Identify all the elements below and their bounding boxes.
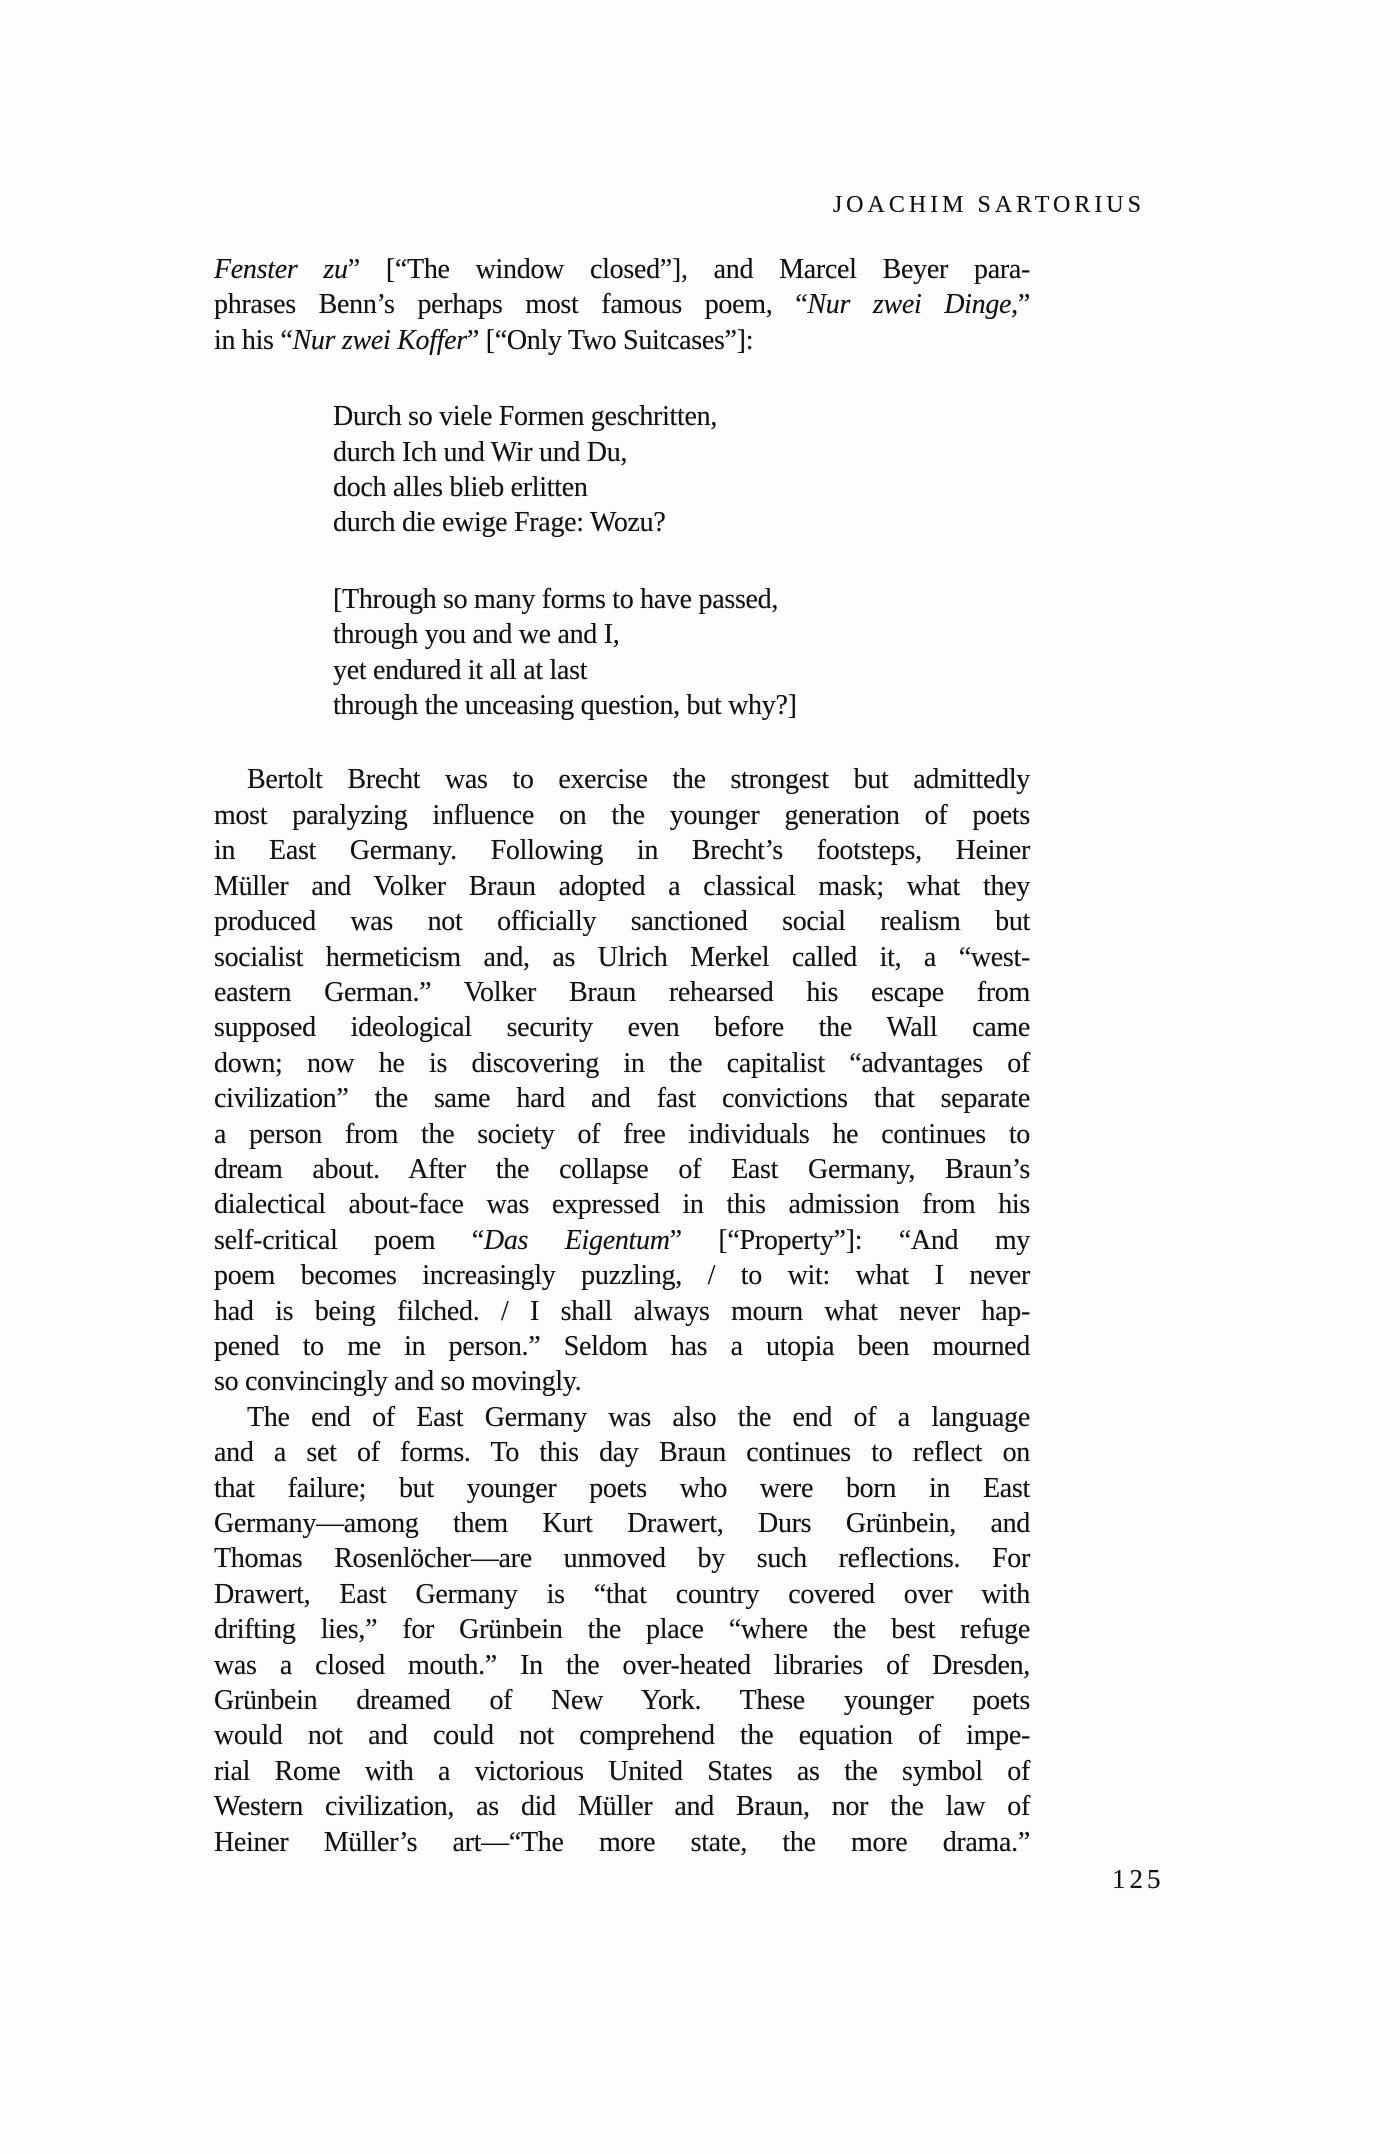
- text-run: socialist hermeticism and, as Ulrich Merkel called it, a “west-: [214, 941, 1030, 973]
- text-line: [214, 1506, 1030, 1541]
- text-run: ” [“Property”]: “And my: [669, 1224, 1030, 1256]
- page-number: 125: [1112, 1864, 1165, 1894]
- text-line: [214, 1187, 1030, 1222]
- text-run: so convincingly and so movingly.: [214, 1366, 582, 1398]
- text-line: [333, 617, 1030, 652]
- text-run: civilization” the same hard and fast convictions that separate: [214, 1083, 1030, 1115]
- text-run: Bertolt Brecht was to exercise the strongest but admittedly: [247, 764, 1030, 796]
- text-run: would not and could not comprehend the equation of impe-: [214, 1720, 1030, 1752]
- text-run: most paralyzing influence on the younger generation of poets: [214, 799, 1030, 831]
- text-run: durch Ich und Wir und Du,: [333, 436, 628, 468]
- text-run: through the unceasing question, but why?]: [333, 690, 797, 722]
- text-line: [214, 1435, 1030, 1470]
- text-run: ” [“Only Two Suitcases”]:: [466, 324, 754, 356]
- text-run: Germany—among them Kurt Drawert, Durs Grünbein, and: [214, 1508, 1030, 1539]
- text-line: [214, 1683, 1030, 1718]
- italic-text-run: Das Eigentum: [483, 1224, 670, 1256]
- text-run: yet endured it all at last: [333, 654, 588, 686]
- text-line: [214, 1223, 1030, 1258]
- text-line: [214, 940, 1030, 975]
- text-line: [333, 505, 1030, 540]
- text-run: Müller and Volker Braun adopted a classical mask; what they: [214, 870, 1030, 902]
- text-line: [214, 1612, 1030, 1647]
- text-line: [214, 904, 1030, 939]
- text-line: [214, 869, 1030, 904]
- text-run: a person from the society of free individuals he continues to: [214, 1118, 1030, 1150]
- text-run: phrases Benn’s perhaps most famous poem, “: [214, 289, 808, 321]
- text-run: poem becomes increasingly puzzling, / to wit: what I never: [214, 1260, 1030, 1292]
- text-line: [214, 762, 1030, 797]
- text-line: [214, 1117, 1030, 1152]
- text-line: [214, 1081, 1030, 1116]
- text-line: [214, 252, 1030, 287]
- text-run: produced was not officially sanctioned social realism but: [214, 906, 1030, 938]
- text-run: in his “: [214, 324, 293, 356]
- text-line: [214, 323, 1030, 358]
- text-run: [Through so many forms to have passed,: [333, 583, 779, 615]
- text-run: in East Germany. Following in Brecht’s footsteps, Heiner: [214, 835, 1030, 867]
- text-run: was a closed mouth.” In the over-heated libraries of Dresden,: [214, 1649, 1030, 1681]
- text-run: down; now he is discovering in the capitalist “advantages of: [214, 1047, 1030, 1079]
- text-line: [214, 1825, 1030, 1860]
- text-line: [214, 1789, 1030, 1824]
- text-run: rial Rome with a victorious United States as the symbol of: [214, 1755, 1030, 1787]
- text-line: [333, 399, 1030, 434]
- text-line: [333, 470, 1030, 505]
- text-line: [214, 1754, 1030, 1789]
- text-line: [214, 1648, 1030, 1683]
- text-run: durch die ewige Frage: Wozu?: [333, 507, 666, 539]
- text-run: drifting lies,” for Grünbein the place “where the best refuge: [214, 1614, 1030, 1646]
- prose-paragraph: [214, 252, 1030, 358]
- text-run: ” [“The window closed”], and Marcel Beyer para-: [347, 254, 1030, 285]
- text-run: eastern German.” Volker Braun rehearsed his escape from: [214, 976, 1030, 1008]
- text-line: [214, 1577, 1030, 1612]
- verse-block: [333, 582, 1030, 724]
- text-run: self-critical poem “: [214, 1224, 484, 1256]
- text-run: had is being filched. / I shall always mourn what never hap-: [214, 1295, 1030, 1327]
- text-run: ”: [1017, 289, 1031, 321]
- text-line: [214, 1294, 1030, 1329]
- text-run: pened to me in person.” Seldom has a utopia been mourned: [214, 1330, 1030, 1362]
- text-run: The end of East Germany was also the end of a language: [247, 1401, 1030, 1433]
- text-run: through you and we and I,: [333, 619, 620, 651]
- text-line: [214, 1258, 1030, 1293]
- text-line: [214, 1471, 1030, 1506]
- text-run: Durch so viele Formen geschritten,: [333, 401, 718, 433]
- text-line: [214, 1010, 1030, 1045]
- prose-paragraph: [214, 762, 1030, 1399]
- text-line: [214, 798, 1030, 833]
- text-line: [214, 833, 1030, 868]
- text-run: that failure; but younger poets who were born in East: [214, 1472, 1030, 1504]
- italic-text-run: Nur zwei Dinge,: [807, 289, 1018, 321]
- text-line: [214, 1152, 1030, 1187]
- italic-text-run: Fenster zu: [214, 254, 348, 285]
- text-line: [214, 1718, 1030, 1753]
- text-run: Western civilization, as did Müller and Braun, nor the law of: [214, 1791, 1030, 1823]
- text-line: [214, 1329, 1030, 1364]
- text-line: [214, 1400, 1030, 1435]
- text-run: doch alles blieb erlitten: [333, 472, 588, 504]
- text-run: dialectical about-face was expressed in this admission from his: [214, 1189, 1030, 1221]
- text-line: [333, 435, 1030, 470]
- text-line: [214, 1046, 1030, 1081]
- italic-text-run: Nur zwei Koffer: [292, 324, 467, 356]
- text-run: Drawert, East Germany is “that country covered over with: [214, 1578, 1030, 1610]
- text-line: [333, 582, 1030, 617]
- text-line: [333, 688, 1030, 723]
- prose-paragraph: [214, 1400, 1030, 1860]
- running-header-author: JOACHIM SARTORIUS: [832, 192, 1145, 218]
- text-line: [333, 653, 1030, 688]
- text-run: and a set of forms. To this day Braun continues to reflect on: [214, 1437, 1030, 1469]
- text-run: dream about. After the collapse of East Germany, Braun’s: [214, 1153, 1030, 1185]
- text-line: [214, 287, 1030, 322]
- text-line: [214, 1364, 1030, 1399]
- text-line: [214, 1541, 1030, 1576]
- text-run: Heiner Müller’s art—“The more state, the more drama.”: [214, 1826, 1030, 1858]
- page-body-text: [214, 252, 1030, 1860]
- verse-block: [333, 399, 1030, 541]
- text-run: Grünbein dreamed of New York. These younger poets: [214, 1685, 1030, 1717]
- text-line: [214, 975, 1030, 1010]
- text-run: supposed ideological security even before the Wall came: [214, 1012, 1030, 1044]
- text-run: Thomas Rosenlöcher—are unmoved by such reflections. For: [214, 1543, 1030, 1575]
